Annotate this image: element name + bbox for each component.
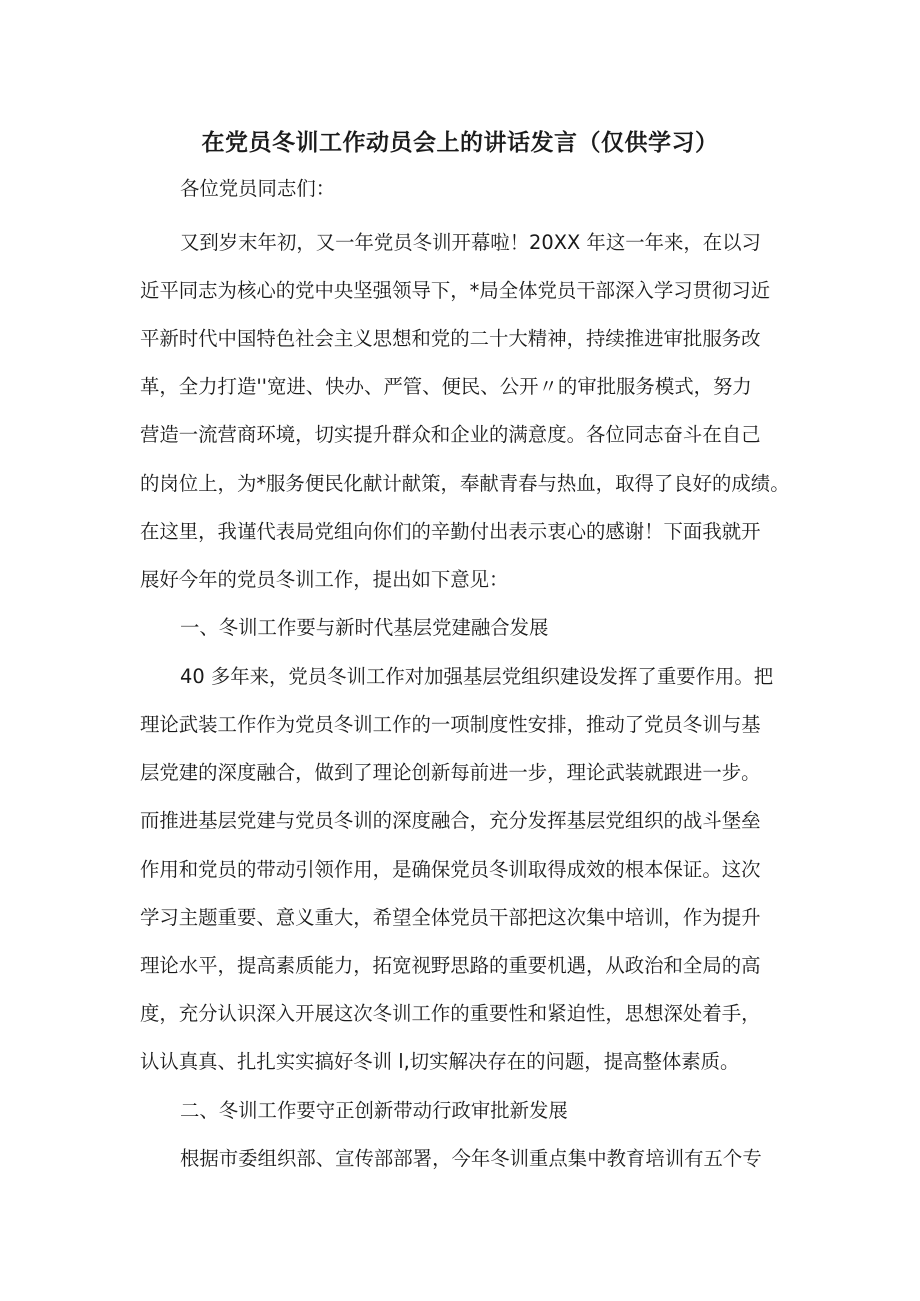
section-heading-2: 二、冬训工作要守正创新带动行政审批新发展 [180,1099,568,1122]
paragraph-line: 度，充分认识深入开展这次冬训工作的重要性和紧迫性，思想深处着手， [140,1002,761,1025]
paragraph-line: 营造一流营商环境，切实提升群众和企业的满意度。各位同志奋斗在自己 [140,423,761,446]
paragraph-line: 而推进基层党建与党员冬训的深度融合，充分发挥基层党组织的战斗堡垒 [140,809,761,832]
paragraph-line: 革，全力打造''宽进、快办、严管、便民、公开〃的审批服务模式，努力 [140,375,752,398]
paragraph-line: 平新时代中国特色社会主义思想和党的二十大精神，持续推进审批服务改 [140,327,761,350]
section-heading-1: 一、冬训工作要与新时代基层党建融合发展 [180,616,549,639]
paragraph-line: 作用和党员的带动引领作用，是确保党员冬训取得成效的根本保证。这次 [140,858,761,881]
paragraph-line: 在这里，我谨代表局党组向你们的辛勤付出表示衷心的感谢！下面我就开 [140,520,761,543]
paragraph-line: 40 多年来，党员冬训工作对加强基层党组织建设发挥了重要作用。把 [180,665,774,688]
paragraph-line: 认认真真、扎扎实实搞好冬训 l,切实解决存在的问题，提高整体素质。 [140,1050,740,1073]
paragraph-line: 理论武装工作作为党员冬训工作的一项制度性安排，推动了党员冬训与基 [140,713,761,736]
paragraph-line: 近平同志为核心的党中央坚强领导下，*局全体党员干部深入学习贯彻习近 [140,279,771,302]
paragraph-line: 的岗位上，为*服务便民化献计献策，奉献青春与热血，取得了良好的成绩。 [140,472,790,495]
paragraph-line: 又到岁末年初，又一年党员冬训开幕啦！20XX 年这一年来，在以习 [180,231,761,254]
greeting: 各位党员同志们： [180,177,336,200]
paragraph-line: 层党建的深度融合，做到了理论创新每前进一步，理论武装就跟进一步。 [140,761,761,784]
paragraph-line: 学习主题重要、意义重大，希望全体党员干部把这次集中培训，作为提升 [140,906,761,929]
document-title: 在党员冬训工作动员会上的讲话发言（仅供学习） [201,130,719,156]
paragraph-line: 理论水平，提高素质能力，拓宽视野思路的重要机遇，从政治和全局的高 [140,954,761,977]
paragraph-line: 根据市委组织部、宣传部部署，今年冬训重点集中教育培训有五个专 [180,1147,762,1170]
paragraph-line: 展好今年的党员冬训工作，提出如下意见： [140,568,509,591]
